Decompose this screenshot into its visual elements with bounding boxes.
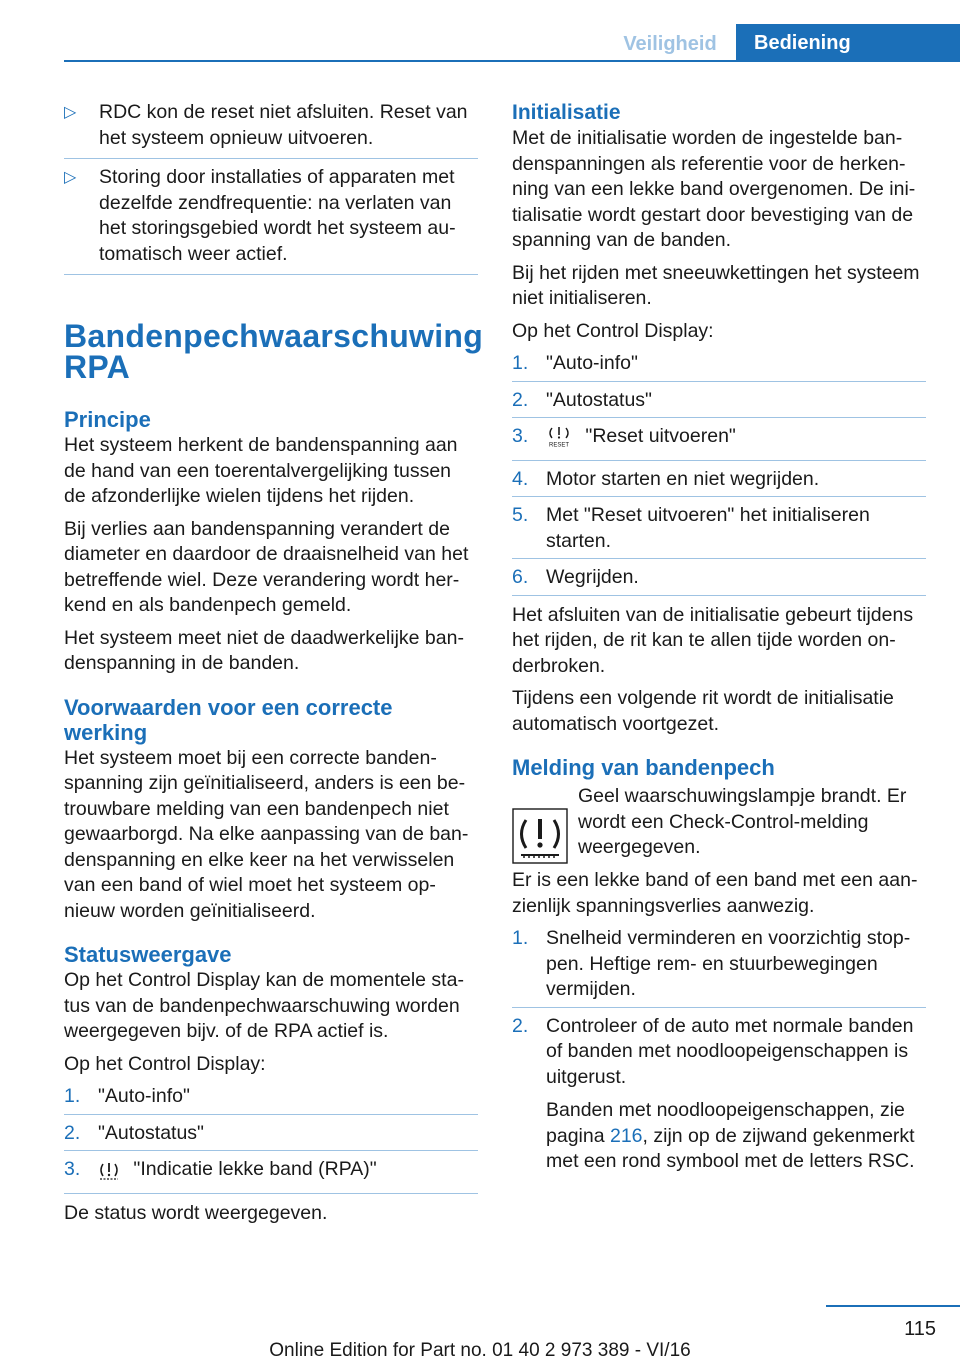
step-text: "Reset uitvoeren" — [585, 425, 736, 447]
step-text: Controleer of de auto met normale banden of banden met noodloopeigenschappen is uitgerust. — [546, 1014, 914, 1088]
voorwaarden-heading: Voorwaarden voor een correcte werking — [64, 694, 393, 745]
list-item — [512, 351, 926, 382]
paragraph: Op het Control Display: — [512, 319, 714, 342]
tab-veiligheid[interactable]: Veiligheid — [623, 33, 717, 55]
statusweergave-heading: Statusweergave — [64, 942, 232, 967]
init-steps — [512, 351, 926, 596]
list-item — [512, 388, 926, 419]
step-number: 1. — [64, 1085, 81, 1107]
step-text: "Autostatus" — [98, 1121, 204, 1144]
triangle-bullet-icon: ▷ — [64, 104, 77, 121]
warning-block — [512, 784, 926, 862]
bullet-list — [64, 100, 478, 275]
section-title: Bandenpechwaarschuwing RPA — [64, 318, 484, 385]
list-item — [64, 1157, 478, 1194]
page-number: 115 — [904, 1318, 936, 1340]
tab-bediening[interactable]: Bediening — [736, 24, 960, 62]
step-text: Wegrijden. — [546, 566, 639, 588]
subtext-after: , zijn op de zijwand gekenmerkt met een rond symbool met de letters RSC. — [546, 1124, 915, 1172]
step-number: 2. — [512, 1014, 529, 1037]
left-column — [64, 100, 484, 1233]
paragraph: Het afsluiten van de initialisatie gebeurt tijdens het rijden, de rit kan te allen tijde worden onderbroken. — [512, 603, 914, 677]
bullet-text: Storing door installaties of apparaten met dezelfde zendfrequentie: na verlaten van het storingsgebied wordt het systeem automatisch weer actief. — [99, 166, 456, 265]
step-text: "Autostatus" — [546, 388, 652, 411]
list-item — [512, 424, 926, 461]
step-number: 2. — [512, 388, 529, 411]
step-number: 3. — [64, 1158, 81, 1180]
step-number: 1. — [512, 927, 529, 949]
paragraph: Op het Control Display kan de momentele status van de bandenpechwaarschuwing worden weergegeven bijv. of de RPA actief is. — [64, 969, 464, 1042]
step-number: 5. — [512, 504, 529, 526]
list-item — [512, 467, 926, 498]
paragraph: Met de initialisatie worden de ingestelde bandenspanningen als referentie voor de herkenning van een lekke band overgenomen. De initialisatie wordt gestart door bevestiging van de spanning van de banden. — [512, 127, 916, 251]
principe-heading: Principe — [64, 407, 151, 432]
status-steps — [64, 1084, 478, 1194]
tire-pressure-warning-icon — [512, 808, 568, 872]
paragraph: Het systeem herkent de bandenspanning aan de hand van een toerentalvergelijking tussen de afzonderlijke wielen tijdens het rijden. — [64, 434, 458, 507]
paragraph: Het systeem meet niet de daadwerkelijke bandenspanning in de banden. — [64, 626, 464, 674]
reset-icon-label: RESET — [548, 442, 570, 448]
list-item — [512, 503, 926, 559]
list-item — [512, 565, 926, 596]
header-rule — [64, 60, 960, 62]
list-item — [64, 1121, 478, 1152]
bullet-text: RDC kon de reset niet afsluiten. Reset van het systeem opnieuw uitvoeren. — [99, 101, 468, 149]
bullet-item — [64, 165, 478, 275]
step-number: 3. — [512, 425, 529, 447]
step-number: 6. — [512, 566, 529, 588]
paragraph: Bij verlies aan bandenspanning verandert de diameter en daardoor de draaisnelheid van het betreffende wiel. Deze verandering wordt herkend en als bandenpech gemeld. — [64, 517, 469, 616]
step-number: 4. — [512, 467, 529, 490]
step-number: 1. — [512, 352, 529, 374]
melding-steps — [512, 926, 926, 1182]
footer-rule — [826, 1305, 960, 1307]
step-subtext — [546, 1098, 926, 1178]
flat-tire-icon — [98, 1161, 120, 1189]
right-column — [512, 100, 926, 1189]
step-text: "Auto-info" — [98, 1085, 190, 1107]
list-item — [512, 926, 926, 1008]
step-number: 2. — [64, 1121, 81, 1144]
melding-heading: Melding van bandenpech — [512, 755, 775, 780]
paragraph: Er is een lekke band of een band met een aanzienlijk spanningsverlies aanwezig. — [512, 869, 918, 917]
list-item — [512, 1014, 926, 1182]
paragraph: Bij het rijden met sneeuwkettingen het systeem niet initialiseren. — [512, 261, 920, 309]
edition-line: Online Edition for Part no. 01 40 2 973 389 - VI/16 — [269, 1340, 691, 1361]
step-text: Motor starten en niet wegrijden. — [546, 467, 820, 490]
paragraph: Tijdens een volgende rit wordt de initialisatie automatisch voortgezet. — [512, 687, 894, 735]
paragraph: Het systeem moet bij een correcte bandenspanning zijn geïnitialiseerd, anders is een betrouwbare melding van een bandenpech niet gewaarborgd. Na elke aanpassing van de bandenspanning en elke keer na het verwisselen van een band of wiel moet het systeem opnieuw worden geïnitialiseerd. — [64, 746, 469, 922]
paragraph: Op het Control Display: — [64, 1052, 266, 1075]
bullet-item — [64, 100, 478, 159]
subtext-before: Banden met noodloopeigenschappen, zie pagina — [546, 1099, 905, 1147]
triangle-bullet-icon: ▷ — [64, 169, 77, 186]
page-link[interactable]: 216 — [609, 1124, 643, 1147]
step-text: Met "Reset uitvoeren" het initialiseren starten. — [546, 504, 870, 552]
step-text: "Indicatie lekke band (RPA)" — [133, 1158, 377, 1180]
initialisatie-heading: Initialisatie — [512, 101, 621, 124]
warning-text: Geel waarschuwingslampje brandt. Er wordt een Check-Control-melding weergegeven. — [578, 785, 907, 858]
step-text: Snelheid verminderen en voorzichtig stoppen. Heftige rem- en stuurbewegingen vermijden. — [546, 927, 911, 1000]
paragraph: De status wordt weergegeven. — [64, 1201, 328, 1224]
list-item — [64, 1084, 478, 1115]
step-text: "Auto-info" — [546, 352, 638, 374]
tire-reset-icon — [546, 426, 572, 456]
